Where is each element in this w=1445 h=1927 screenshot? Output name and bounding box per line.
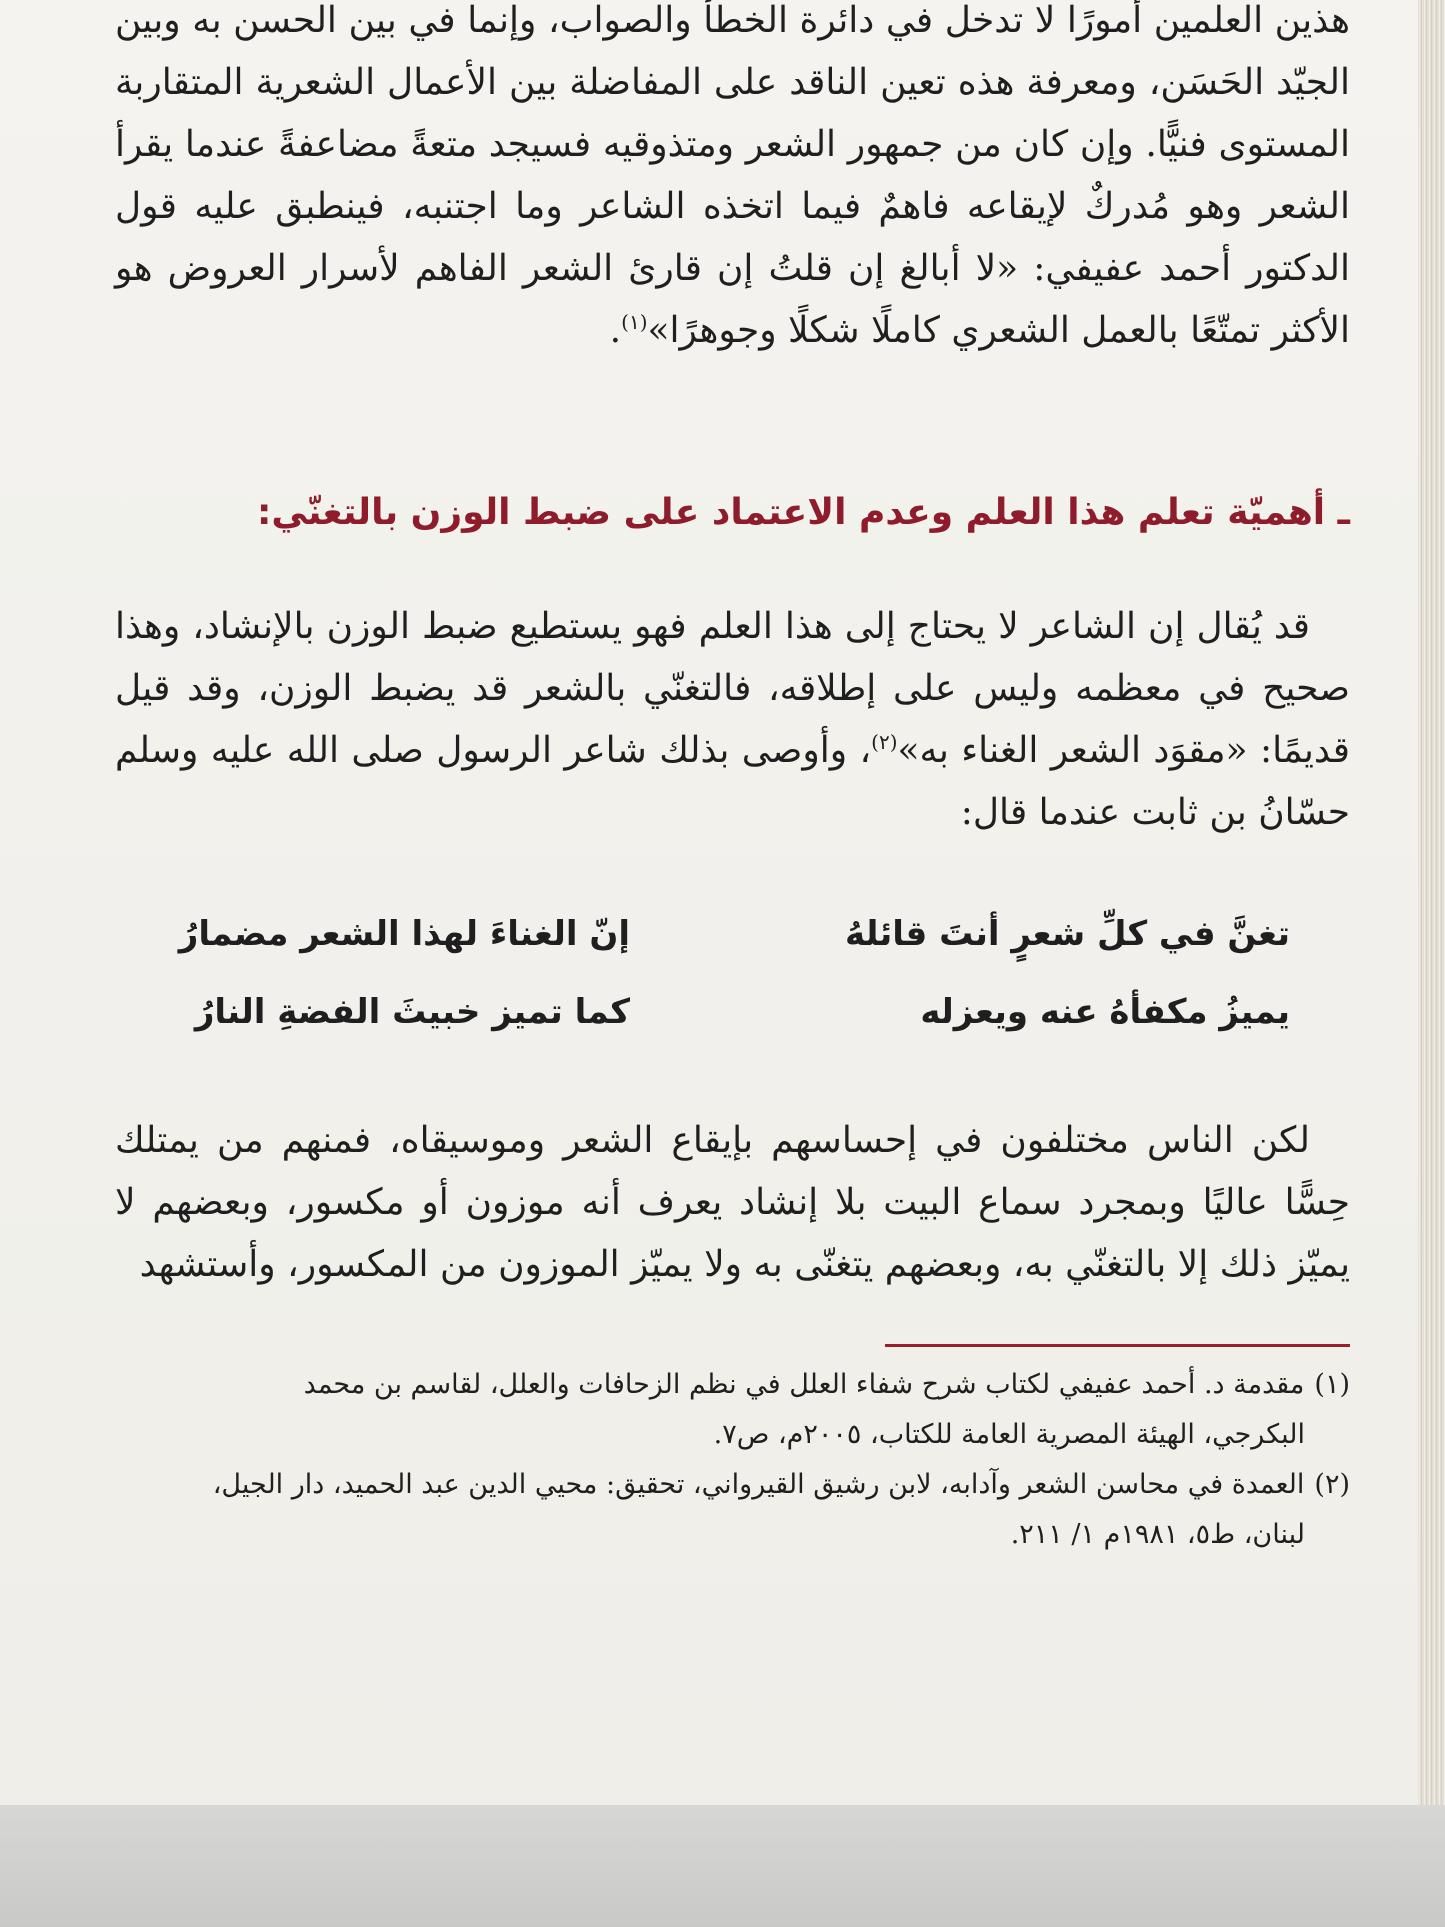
poem-verse-1 bbox=[150, 895, 1290, 973]
paragraph-3: لكن الناس مختلفون في إحساسهم بإيقاع الشعر وموسيقاه، فمنهم من يمتلك حِسًّا عاليًا وبمجرد سماع البيت بلا إنشاد يعرف أنه موزون أو مكسور، وبعضهم لا يميّز ذلك إلا بالتغنّي به، وبعضهم يتغنّى به ولا يميّز الموزون من المكسور، وأستشهد bbox=[115, 1120, 1350, 1285]
footnote-1-continuation: البكرجي، الهيئة المصرية العامة للكتاب، ٢٠٠٥م، ص٧. bbox=[713, 1419, 1305, 1450]
footnotes bbox=[115, 1360, 1350, 1560]
page-edge-stack bbox=[1418, 0, 1445, 1805]
paragraph-2-text-a: قد يُقال إن الشاعر لا يحتاج إلى هذا العلم فهو يستطيع ضبط الوزن بالإنشاد، وهذا صحيح في معظمه وليس على إطلاقه، فالتغنّي بالشعر قد يضبط الوزن، وقد قيل قديمًا: «مقوَد الشعر الغناء به» bbox=[115, 606, 1351, 771]
footnote-1-line-1: مقدمة د. أحمد عفيفي لكتاب شرح شفاء العلل في نظم الزحافات والعلل، لقاسم بن محمد bbox=[303, 1369, 1305, 1400]
verse-1-first-hemistich: تغنَّ في كلِّ شعرٍ أنتَ قائلهُ bbox=[844, 914, 1290, 954]
verse-2-second-hemistich: كما تميز خبيثَ الفضةِ النارُ bbox=[194, 992, 630, 1032]
poem bbox=[150, 895, 1290, 1051]
footnote-1-number: (١) bbox=[1314, 1369, 1350, 1400]
footnote-2 bbox=[115, 1460, 1350, 1510]
paragraph-top-period: . bbox=[609, 310, 622, 351]
section-heading: ـ أهميّة تعلم هذا العلم وعدم الاعتماد على ضبط الوزن بالتغنّي: bbox=[257, 492, 1350, 533]
footnote-2-continuation: لبنان، ط٥، ١٩٨١م ١/ ٢١١. bbox=[1010, 1519, 1305, 1550]
paragraph-top bbox=[115, 0, 1350, 362]
footnote-ref-2: (٢) bbox=[871, 730, 898, 754]
poem-verse-2 bbox=[150, 973, 1290, 1051]
paragraph-2 bbox=[115, 596, 1350, 844]
verse-1-second-hemistich: إنّ الغناءَ لهذا الشعر مضمارُ bbox=[178, 914, 630, 954]
paragraph-2-text-b: ، وأوصى بذلك شاعر الرسول صلى الله عليه وسلم حسّانُ بن ثابت عندما قال: bbox=[115, 730, 1350, 833]
footnote-ref-1: (١) bbox=[621, 310, 648, 334]
footnote-1 bbox=[115, 1360, 1350, 1410]
verse-2-first-hemistich: يميزُ مكفأهُ عنه ويعزله bbox=[920, 992, 1290, 1032]
footnote-2-line-1: العمدة في محاسن الشعر وآدابه، لابن رشيق القيرواني، تحقيق: محيي الدين عبد الحميد، دار الجيل، bbox=[212, 1469, 1305, 1500]
table-surface bbox=[0, 1805, 1445, 1927]
paragraph-top-text: هذين العلمين أمورًا لا تدخل في دائرة الخطأ والصواب، وإنما في بين الحسن به وبين الجيّد الحَسَن، ومعرفة هذه تعين الناقد على المفاضلة بين الأعمال الشعرية المتقاربة المستوى فنيًّا. وإن كان من جمهور الشعر ومتذوقيه فسيجد متعةً مضاعفةً عندما يقرأ الشعر وهو مُدركٌ لإيقاعه فاهمٌ فيما اتخذه الشاعر وما اجتنبه، فينطبق عليه قول الدكتور أحمد عفيفي: «لا أبالغ إن قلتُ إن قارئ الشعر الفاهم لأسرار العروض هو الأكثر تمتّعًا بالعمل الشعري كاملًا شكلًا وجوهرًا» bbox=[115, 0, 1350, 351]
footnote-2-number: (٢) bbox=[1314, 1469, 1350, 1500]
footnote-divider bbox=[885, 1344, 1350, 1347]
